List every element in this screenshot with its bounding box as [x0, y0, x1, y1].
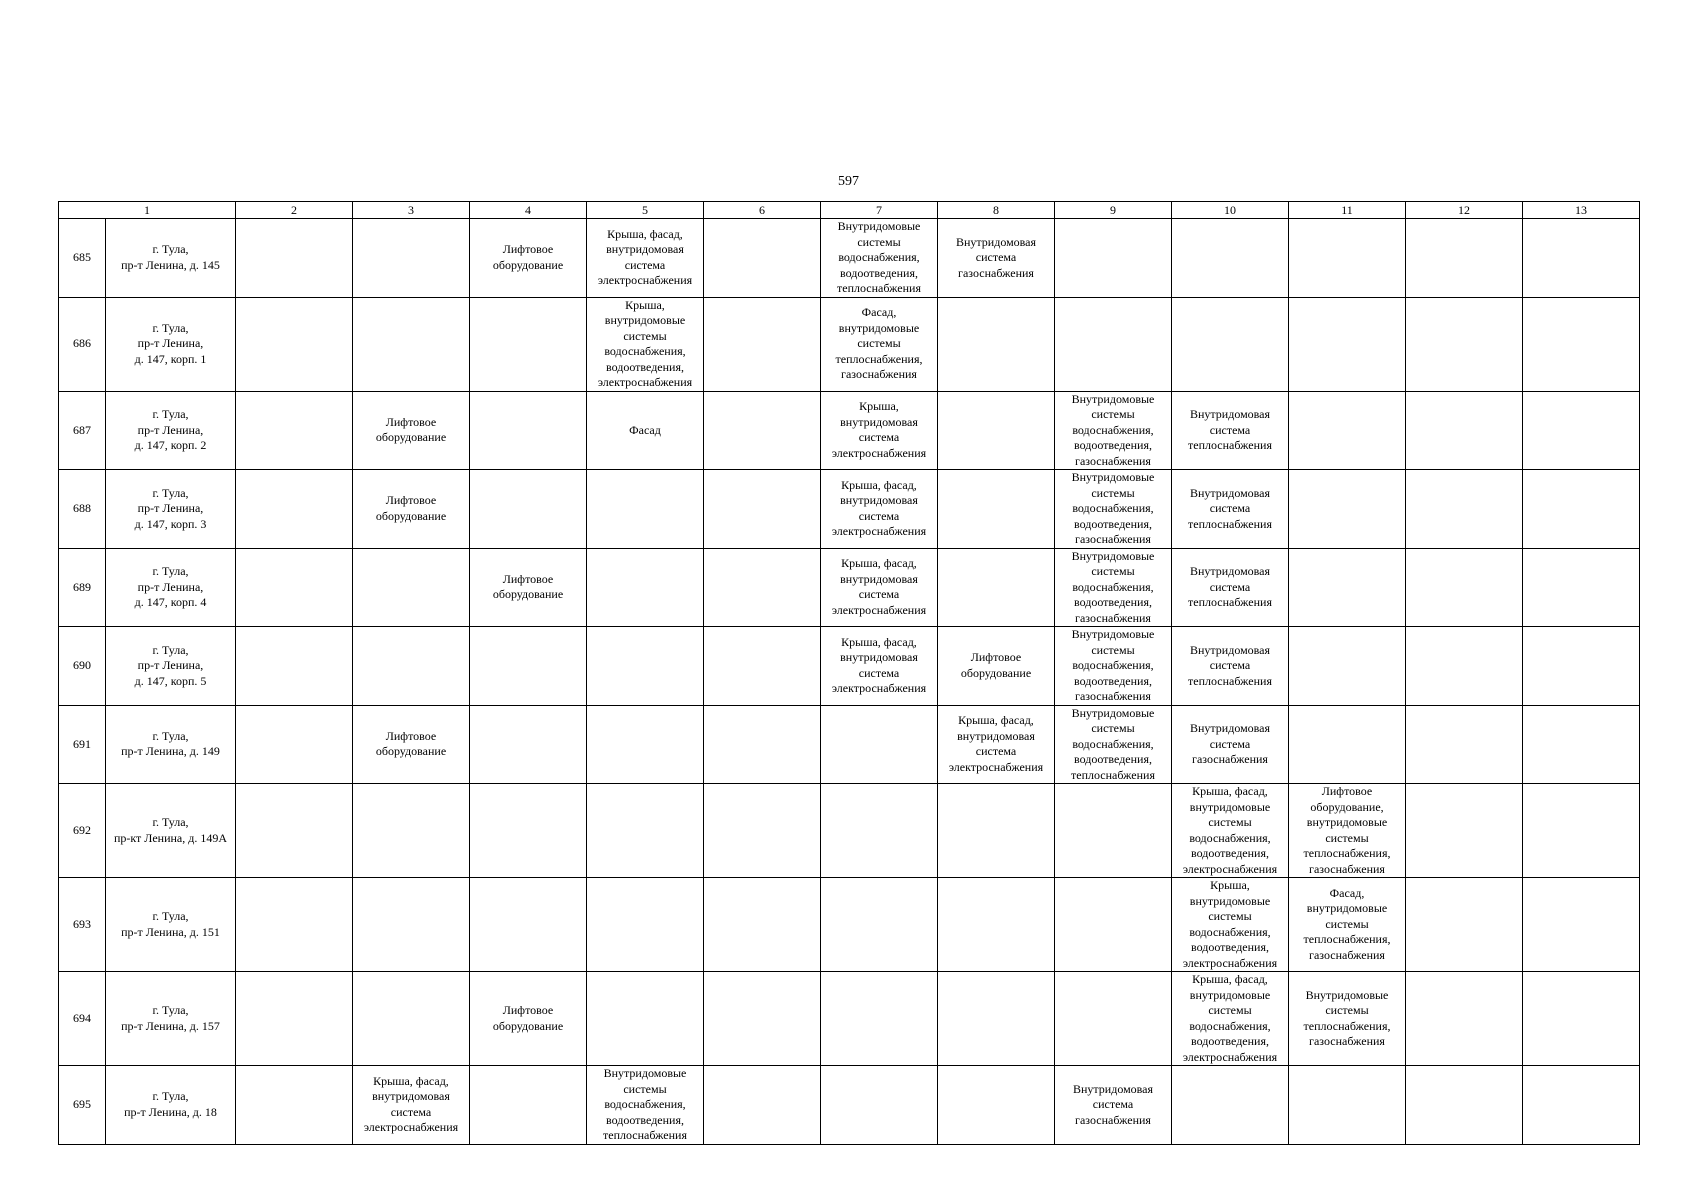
work-cell-col-8 [938, 548, 1055, 627]
work-cell-col-6 [704, 297, 821, 391]
work-cell-col-6 [704, 219, 821, 298]
work-cell-col-7: Крыша, фасад, внутридомовая система электроснабжения [821, 627, 938, 706]
address-cell: г. Тула, пр-т Ленина, д. 157 [106, 972, 236, 1066]
work-cell-col-5: Крыша, фасад, внутридомовая система электроснабжения [587, 219, 704, 298]
work-cell-col-12 [1406, 297, 1523, 391]
work-cell-col-13 [1523, 705, 1640, 784]
work-cell-col-10 [1172, 219, 1289, 298]
table-row [59, 705, 1640, 784]
work-cell-col-7: Крыша, фасад, внутридомовая система электроснабжения [821, 548, 938, 627]
work-cell-col-3: Лифтовое оборудование [353, 391, 470, 470]
work-cell-col-11: Фасад, внутридомовые системы теплоснабжения, газоснабжения [1289, 878, 1406, 972]
work-cell-col-2 [236, 219, 353, 298]
column-header-7: 7 [821, 202, 938, 219]
work-cell-col-13 [1523, 391, 1640, 470]
row-number: 687 [59, 391, 106, 470]
work-cell-col-11 [1289, 548, 1406, 627]
work-cell-col-4: Лифтовое оборудование [470, 972, 587, 1066]
address-cell: г. Тула, пр-т Ленина, д. 147, корп. 3 [106, 470, 236, 549]
table-row [59, 470, 1640, 549]
work-cell-col-6 [704, 391, 821, 470]
column-header-1: 1 [59, 202, 236, 219]
work-cell-col-7 [821, 878, 938, 972]
work-cell-col-10: Крыша, фасад, внутридомовые системы водоснабжения, водоотведения, электроснабжения [1172, 784, 1289, 878]
work-cell-col-7 [821, 972, 938, 1066]
work-cell-col-9: Внутридомовые системы водоснабжения, водоотведения, газоснабжения [1055, 548, 1172, 627]
column-header-8: 8 [938, 202, 1055, 219]
work-cell-col-8 [938, 391, 1055, 470]
table-row [59, 627, 1640, 706]
work-cell-col-3 [353, 878, 470, 972]
work-cell-col-2 [236, 627, 353, 706]
row-number: 695 [59, 1066, 106, 1145]
work-cell-col-8 [938, 1066, 1055, 1145]
work-cell-col-12 [1406, 878, 1523, 972]
work-cell-col-8: Внутридомовая система газоснабжения [938, 219, 1055, 298]
address-cell: г. Тула, пр-т Ленина, д. 151 [106, 878, 236, 972]
column-header-2: 2 [236, 202, 353, 219]
work-cell-col-3 [353, 219, 470, 298]
work-cell-col-8 [938, 470, 1055, 549]
work-cell-col-11 [1289, 297, 1406, 391]
table-row [59, 784, 1640, 878]
work-cell-col-13 [1523, 548, 1640, 627]
work-cell-col-4 [470, 1066, 587, 1145]
work-cell-col-4 [470, 705, 587, 784]
row-number: 693 [59, 878, 106, 972]
work-cell-col-13 [1523, 1066, 1640, 1145]
work-cell-col-6 [704, 972, 821, 1066]
work-cell-col-7: Крыша, внутридомовая система электроснабжения [821, 391, 938, 470]
row-number: 689 [59, 548, 106, 627]
work-cell-col-3 [353, 784, 470, 878]
address-cell: г. Тула, пр-т Ленина, д. 147, корп. 1 [106, 297, 236, 391]
work-cell-col-8 [938, 297, 1055, 391]
work-cell-col-5 [587, 470, 704, 549]
work-cell-col-4: Лифтовое оборудование [470, 548, 587, 627]
column-header-12: 12 [1406, 202, 1523, 219]
work-cell-col-12 [1406, 705, 1523, 784]
work-cell-col-4 [470, 391, 587, 470]
work-cell-col-13 [1523, 470, 1640, 549]
work-cell-col-3: Лифтовое оборудование [353, 470, 470, 549]
work-cell-col-7: Внутридомовые системы водоснабжения, водоотведения, теплоснабжения [821, 219, 938, 298]
work-cell-col-2 [236, 1066, 353, 1145]
work-cell-col-7 [821, 705, 938, 784]
work-cell-col-10: Внутридомовая система теплоснабжения [1172, 470, 1289, 549]
work-cell-col-9 [1055, 784, 1172, 878]
work-cell-col-5: Фасад [587, 391, 704, 470]
work-cell-col-8 [938, 784, 1055, 878]
work-cell-col-10: Крыша, фасад, внутридомовые системы водоснабжения, водоотведения, электроснабжения [1172, 972, 1289, 1066]
table-row [59, 297, 1640, 391]
work-cell-col-11: Внутридомовые системы теплоснабжения, газоснабжения [1289, 972, 1406, 1066]
work-cell-col-11 [1289, 219, 1406, 298]
address-cell: г. Тула, пр-т Ленина, д. 147, корп. 2 [106, 391, 236, 470]
work-cell-col-10: Крыша, внутридомовые системы водоснабжения, водоотведения, электроснабжения [1172, 878, 1289, 972]
work-cell-col-9 [1055, 972, 1172, 1066]
work-cell-col-10: Внутридомовая система теплоснабжения [1172, 391, 1289, 470]
work-cell-col-10 [1172, 297, 1289, 391]
work-cell-col-9: Внутридомовые системы водоснабжения, водоотведения, газоснабжения [1055, 627, 1172, 706]
column-header-13: 13 [1523, 202, 1640, 219]
work-cell-col-2 [236, 548, 353, 627]
work-cell-col-3 [353, 627, 470, 706]
work-cell-col-7: Фасад, внутридомовые системы теплоснабжения, газоснабжения [821, 297, 938, 391]
work-cell-col-2 [236, 878, 353, 972]
work-cell-col-4 [470, 297, 587, 391]
column-header-4: 4 [470, 202, 587, 219]
work-cell-col-3 [353, 548, 470, 627]
work-cell-col-12 [1406, 784, 1523, 878]
work-cell-col-8: Крыша, фасад, внутридомовая система электроснабжения [938, 705, 1055, 784]
work-cell-col-2 [236, 705, 353, 784]
work-cell-col-6 [704, 548, 821, 627]
work-cell-col-3: Лифтовое оборудование [353, 705, 470, 784]
table-row [59, 219, 1640, 298]
work-cell-col-11: Лифтовое оборудование, внутридомовые системы теплоснабжения, газоснабжения [1289, 784, 1406, 878]
address-cell: г. Тула, пр-т Ленина, д. 18 [106, 1066, 236, 1145]
work-cell-col-13 [1523, 784, 1640, 878]
work-cell-col-2 [236, 470, 353, 549]
work-cell-col-13 [1523, 219, 1640, 298]
work-cell-col-9 [1055, 297, 1172, 391]
work-cell-col-12 [1406, 548, 1523, 627]
work-cell-col-6 [704, 1066, 821, 1145]
address-cell: г. Тула, пр-кт Ленина, д. 149А [106, 784, 236, 878]
work-cell-col-12 [1406, 627, 1523, 706]
work-cell-col-11 [1289, 391, 1406, 470]
work-cell-col-9: Внутридомовые системы водоснабжения, водоотведения, газоснабжения [1055, 470, 1172, 549]
work-cell-col-8 [938, 972, 1055, 1066]
row-number: 691 [59, 705, 106, 784]
work-cell-col-2 [236, 972, 353, 1066]
work-cell-col-4 [470, 627, 587, 706]
work-cell-col-5 [587, 705, 704, 784]
work-cell-col-12 [1406, 219, 1523, 298]
work-cell-col-11 [1289, 1066, 1406, 1145]
row-number: 685 [59, 219, 106, 298]
work-cell-col-11 [1289, 705, 1406, 784]
work-cell-col-4 [470, 470, 587, 549]
work-cell-col-13 [1523, 878, 1640, 972]
work-cell-col-6 [704, 705, 821, 784]
table-row [59, 972, 1640, 1066]
work-cell-col-5 [587, 548, 704, 627]
work-cell-col-12 [1406, 391, 1523, 470]
work-cell-col-3 [353, 297, 470, 391]
work-cell-col-8: Лифтовое оборудование [938, 627, 1055, 706]
work-cell-col-7: Крыша, фасад, внутридомовая система электроснабжения [821, 470, 938, 549]
work-cell-col-7 [821, 784, 938, 878]
header-row [59, 202, 1640, 219]
address-cell: г. Тула, пр-т Ленина, д. 149 [106, 705, 236, 784]
work-cell-col-5 [587, 972, 704, 1066]
column-header-10: 10 [1172, 202, 1289, 219]
work-cell-col-8 [938, 878, 1055, 972]
address-cell: г. Тула, пр-т Ленина, д. 147, корп. 5 [106, 627, 236, 706]
work-cell-col-10: Внутридомовая система теплоснабжения [1172, 627, 1289, 706]
row-number: 694 [59, 972, 106, 1066]
table-body [59, 202, 1640, 1145]
work-cell-col-9: Внутридомовые системы водоснабжения, водоотведения, теплоснабжения [1055, 705, 1172, 784]
work-cell-col-13 [1523, 627, 1640, 706]
work-cell-col-5: Крыша, внутридомовые системы водоснабжения, водоотведения, электроснабжения [587, 297, 704, 391]
work-cell-col-5 [587, 784, 704, 878]
work-cell-col-5: Внутридомовые системы водоснабжения, водоотведения, теплоснабжения [587, 1066, 704, 1145]
row-number: 690 [59, 627, 106, 706]
row-number: 686 [59, 297, 106, 391]
work-cell-col-7 [821, 1066, 938, 1145]
work-cell-col-12 [1406, 972, 1523, 1066]
row-number: 688 [59, 470, 106, 549]
table-row [59, 878, 1640, 972]
work-cell-col-6 [704, 784, 821, 878]
page-number: 597 [838, 174, 859, 189]
work-cell-col-11 [1289, 627, 1406, 706]
work-cell-col-4: Лифтовое оборудование [470, 219, 587, 298]
work-cell-col-5 [587, 627, 704, 706]
work-cell-col-2 [236, 391, 353, 470]
work-cell-col-5 [587, 878, 704, 972]
work-cell-col-3 [353, 972, 470, 1066]
work-cell-col-2 [236, 784, 353, 878]
column-header-11: 11 [1289, 202, 1406, 219]
table-row [59, 548, 1640, 627]
work-cell-col-9 [1055, 878, 1172, 972]
work-cell-col-11 [1289, 470, 1406, 549]
work-cell-col-6 [704, 878, 821, 972]
work-cell-col-4 [470, 878, 587, 972]
work-cell-col-6 [704, 470, 821, 549]
work-cell-col-13 [1523, 297, 1640, 391]
work-cell-col-9 [1055, 219, 1172, 298]
table-row [59, 391, 1640, 470]
column-header-6: 6 [704, 202, 821, 219]
row-number: 692 [59, 784, 106, 878]
work-cell-col-6 [704, 627, 821, 706]
work-cell-col-3: Крыша, фасад, внутридомовая система электроснабжения [353, 1066, 470, 1145]
work-cell-col-12 [1406, 1066, 1523, 1145]
work-cell-col-10: Внутридомовая система теплоснабжения [1172, 548, 1289, 627]
work-cell-col-2 [236, 297, 353, 391]
column-header-3: 3 [353, 202, 470, 219]
work-cell-col-9: Внутридомовая система газоснабжения [1055, 1066, 1172, 1145]
work-cell-col-12 [1406, 470, 1523, 549]
column-header-9: 9 [1055, 202, 1172, 219]
address-cell: г. Тула, пр-т Ленина, д. 147, корп. 4 [106, 548, 236, 627]
work-cell-col-9: Внутридомовые системы водоснабжения, водоотведения, газоснабжения [1055, 391, 1172, 470]
schedule-table [58, 201, 1640, 1145]
work-cell-col-4 [470, 784, 587, 878]
work-cell-col-10 [1172, 1066, 1289, 1145]
column-header-5: 5 [587, 202, 704, 219]
address-cell: г. Тула, пр-т Ленина, д. 145 [106, 219, 236, 298]
work-cell-col-10: Внутридомовая система газоснабжения [1172, 705, 1289, 784]
table-row [59, 1066, 1640, 1145]
work-cell-col-13 [1523, 972, 1640, 1066]
